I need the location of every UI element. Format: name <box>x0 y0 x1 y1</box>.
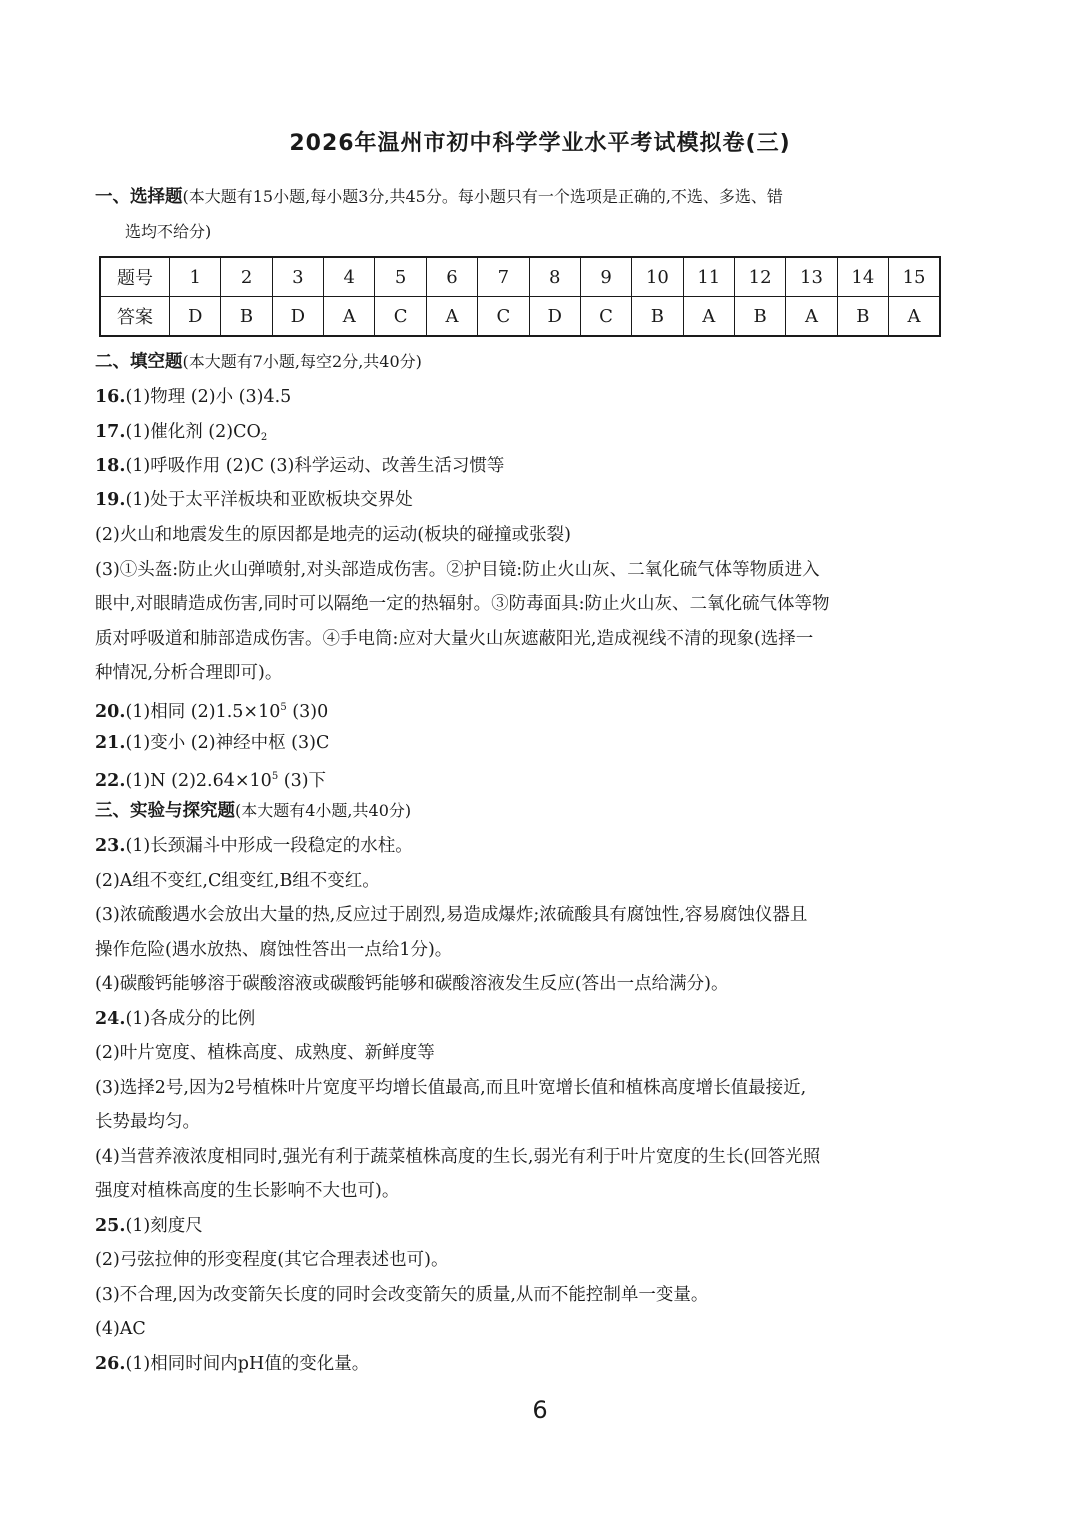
section-3-note: (本大题有4小题,共40分) <box>235 801 412 820</box>
answer-text: (1)相同时间内pH值的变化量。 <box>125 1354 370 1374</box>
question-23 <box>95 834 955 858</box>
answer-table-number-row <box>100 257 940 297</box>
table-cell: 13 <box>786 257 837 297</box>
section-3-header <box>95 799 955 823</box>
answer-line: (3)浓硫酸遇水会放出大量的热,反应过于剧烈,易造成爆炸;浓硫酸具有腐蚀性,容易腐蚀仪器且 <box>95 905 808 925</box>
section-1-note-b: 选均不给分) <box>125 222 212 241</box>
answer-text: (1)物理 (2)小 (3)4.5 <box>125 387 292 407</box>
answer-text: (1)呼吸作用 (2)C (3)科学运动、改善生活习惯等 <box>125 456 505 476</box>
section-2-header <box>95 350 955 374</box>
table-cell: 4 <box>324 257 375 297</box>
table-cell: A <box>324 297 375 337</box>
answer-line: (3)选择2号,因为2号植株叶片宽度平均增长值最高,而且叶宽增长值和植株高度增长值最接近, <box>95 1078 807 1098</box>
table-cell: 14 <box>837 257 888 297</box>
answer-text: (1)N (2)2.64×10 <box>125 771 272 791</box>
question-26 <box>95 1352 955 1376</box>
table-cell: B <box>221 297 272 337</box>
question-17 <box>95 420 955 450</box>
section-2-heading: 二、填空题 <box>95 352 183 372</box>
table-cell: 2 <box>221 257 272 297</box>
answer-text: (1)催化剂 (2)CO <box>125 422 261 442</box>
page-number: 6 <box>532 1396 548 1424</box>
question-16 <box>95 385 955 409</box>
answer-table <box>99 256 941 337</box>
table-cell: A <box>683 297 734 337</box>
answer-text: (1)各成分的比例 <box>125 1009 256 1029</box>
question-number: 18. <box>95 456 126 476</box>
table-cell: B <box>632 297 683 337</box>
question-number: 22. <box>95 771 126 791</box>
answer-line: (3)不合理,因为改变箭矢长度的同时会改变箭矢的质量,从而不能控制单一变量。 <box>95 1285 709 1305</box>
question-number: 20. <box>95 702 126 722</box>
answer-line: 质对呼吸道和肺部造成伤害。④手电筒:应对大量火山灰遮蔽阳光,造成视线不清的现象(选择一 <box>95 629 814 649</box>
answer-text: (3)下 <box>278 771 327 791</box>
table-cell: 15 <box>889 257 940 297</box>
table-cell: D <box>170 297 221 337</box>
answer-line: (2)火山和地震发生的原因都是地壳的运动(板块的碰撞或张裂) <box>95 525 571 545</box>
answer-line: 种情况,分析合理即可)。 <box>95 663 283 683</box>
answer-line: (4)AC <box>95 1319 146 1339</box>
answer-line: 眼中,对眼睛造成伤害,同时可以隔绝一定的热辐射。③防毒面具:防止火山灰、二氧化硫气体等物 <box>95 594 830 614</box>
question-24 <box>95 1007 955 1031</box>
question-22 <box>95 765 955 793</box>
question-number: 25. <box>95 1216 126 1236</box>
table-cell: 9 <box>580 257 631 297</box>
answer-text: (1)相同 (2)1.5×10 <box>125 702 281 722</box>
answer-line: 长势最均匀。 <box>95 1112 200 1132</box>
superscript: 5 <box>280 702 287 713</box>
question-number: 21. <box>95 733 126 753</box>
question-number: 24. <box>95 1009 126 1029</box>
table-row-label: 答案 <box>100 297 170 337</box>
table-cell: B <box>837 297 888 337</box>
table-cell: 8 <box>529 257 580 297</box>
section-1-note: (本大题有15小题,每小题3分,共45分。每小题只有一个选项是正确的,不选、多选、错 <box>182 187 783 206</box>
superscript: 5 <box>271 771 279 782</box>
answer-text: (1)刻度尺 <box>125 1216 203 1236</box>
section-2-note: (本大题有7小题,每空2分,共40分) <box>182 352 422 371</box>
table-cell: 5 <box>375 257 426 297</box>
answer-line: (4)当营养液浓度相同时,强光有利于蔬菜植株高度的生长,弱光有利于叶片宽度的生长(回答光照 <box>95 1147 821 1167</box>
answer-line: (2)A组不变红,C组变红,B组不变红。 <box>95 871 380 891</box>
table-cell: 10 <box>632 257 683 297</box>
table-cell: A <box>426 297 477 337</box>
table-cell: C <box>375 297 426 337</box>
table-row-label: 题号 <box>100 257 170 297</box>
answer-text: (1)长颈漏斗中形成一段稳定的水柱。 <box>125 836 413 856</box>
table-cell: 3 <box>272 257 323 297</box>
question-19 <box>95 488 955 512</box>
question-number: 26. <box>95 1354 126 1374</box>
answer-line: (2)叶片宽度、植株高度、成熟度、新鲜度等 <box>95 1043 435 1063</box>
table-cell: 7 <box>478 257 529 297</box>
page-title: 2026年温州市初中科学学业水平考试模拟卷(三) <box>289 131 791 156</box>
question-number: 16. <box>95 387 126 407</box>
question-25 <box>95 1214 955 1238</box>
question-18 <box>95 454 955 478</box>
table-cell: D <box>272 297 323 337</box>
subscript: 2 <box>260 432 268 443</box>
answer-table-answer-row <box>100 297 940 337</box>
answer-line: (3)①头盔:防止火山弹喷射,对头部造成伤害。②护目镜:防止火山灰、二氧化硫气体等物质进入 <box>95 560 820 580</box>
answer-line: (2)弓弦拉伸的形变程度(其它合理表述也可)。 <box>95 1250 449 1270</box>
question-21 <box>95 731 955 755</box>
table-cell: 12 <box>734 257 785 297</box>
table-cell: C <box>478 297 529 337</box>
question-number: 23. <box>95 836 126 856</box>
table-cell: 6 <box>426 257 477 297</box>
section-1-header <box>95 185 955 209</box>
answer-text: (1)处于太平洋板块和亚欧板块交界处 <box>125 490 413 510</box>
table-cell: C <box>580 297 631 337</box>
section-3-heading: 三、实验与探究题 <box>95 801 235 821</box>
answer-line: (4)碳酸钙能够溶于碳酸溶液或碳酸钙能够和碳酸溶液发生反应(答出一点给满分)。 <box>95 974 729 994</box>
table-cell: B <box>734 297 785 337</box>
table-cell: D <box>529 297 580 337</box>
answer-text: (3)0 <box>286 702 329 722</box>
answer-line: 强度对植株高度的生长影响不大也可)。 <box>95 1181 400 1201</box>
question-20 <box>95 696 955 724</box>
question-number: 17. <box>95 422 126 442</box>
section-1-note-cont <box>125 220 985 244</box>
table-cell: 1 <box>170 257 221 297</box>
table-cell: A <box>786 297 837 337</box>
section-1-heading: 一、选择题 <box>95 187 183 207</box>
question-number: 19. <box>95 490 126 510</box>
answer-text: (1)变小 (2)神经中枢 (3)C <box>125 733 330 753</box>
answer-line: 操作危险(遇水放热、腐蚀性答出一点给1分)。 <box>95 940 453 960</box>
table-cell: A <box>889 297 940 337</box>
table-cell: 11 <box>683 257 734 297</box>
